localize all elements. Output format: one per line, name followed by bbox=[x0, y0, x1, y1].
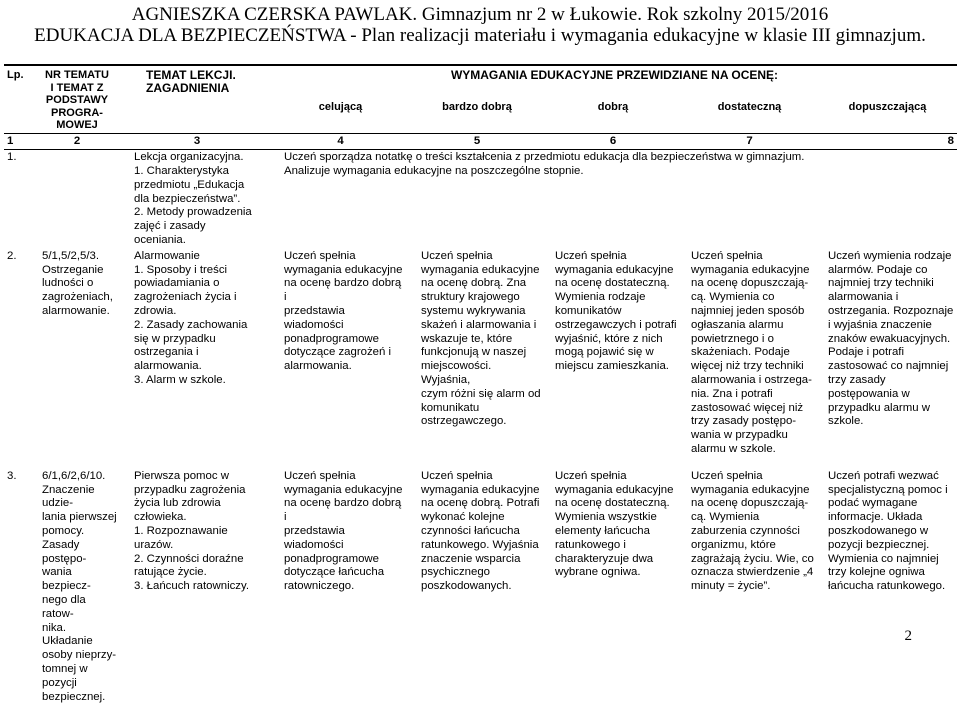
requirement-dobra: Uczeń spełnia wymagania edukacyjne na ocenę dostateczną. Wymienia wszystkie elementy łańcucha ratunkowego i charakteryzuje dwa wybrane ogniwa. bbox=[555, 469, 674, 579]
table-row bbox=[4, 458, 957, 705]
column-number: 8 bbox=[818, 133, 957, 150]
grade-celujaca: celującą bbox=[318, 101, 363, 113]
document-header bbox=[0, 0, 960, 46]
requirement-celujaca: Uczeń spełnia wymagania edukacyjne na ocenę bardzo dobrą i przedstawia wiadomości ponadprogramowe dotyczące łańcucha ratowniczego. bbox=[284, 469, 403, 593]
requirement-dopuszczajaca: Uczeń wymienia rodzaje alarmów. Podaje co najmniej trzy techniki alarmowania i ostrzegania. Rozpoznaje i wyjaśnia znaczenie znaków ewakuacyjnych. Podaje i potrafi zastosować co najmniej trzy zasady postępowania w przypadku alarmu w szkole. bbox=[828, 249, 954, 428]
row-lesson: Pierwsza pomoc w przypadku zagrożenia życia lub zdrowia człowieka. 1. Rozpoznawanie urazów. 2. Czynności doraźne ratujące życie. 3. Łańcuch ratowniczy. bbox=[134, 469, 250, 593]
header-requirements: WYMAGANIA EDUKACYJNE PRZEWIDZIANE NA OCENĘ: bbox=[450, 68, 779, 82]
column-number: 3 bbox=[122, 133, 272, 150]
requirement-bardzo-dobra: Uczeń spełnia wymagania edukacyjne na ocenę dobrą. Zna struktury krajowego systemu wykrywania skażeń i alarmowania i wskazuje te, które funkcjonują w naszej miejscowości. Wyjaśnia, czym różni się alarm od komunikatu ostrzegawczego. bbox=[421, 249, 541, 428]
header-lesson: TEMAT LEKCJI. ZAGADNIENIA bbox=[146, 68, 236, 95]
row-topic bbox=[32, 150, 122, 249]
requirement-bardzo-dobra: Uczeń spełnia wymagania edukacyjne na ocenę dobrą. Potrafi wykonać kolejne czynności łańcucha ratunkowego. Wyjaśnia znaczenie wsparcia psychicznego poszkodowanych. bbox=[421, 469, 540, 593]
requirement-dostateczna: Uczeń spełnia wymagania edukacyjne na ocenę dopuszczają- cą. Wymienia zaburzenia czynności organizmu, które zagrażają życiu. Wie, co oznacza stwierdzenie „4 minuty = życie”. bbox=[691, 469, 814, 593]
header-line-1: AGNIESZKA CZERSKA PAWLAK. Gimnazjum nr 2 w Łukowie. Rok szkolny 2015/2016 bbox=[131, 4, 829, 25]
page-number: 2 bbox=[904, 628, 912, 644]
table-row bbox=[4, 150, 957, 249]
row-lp: 3. bbox=[7, 469, 17, 482]
column-number: 1 bbox=[4, 133, 32, 150]
row-lesson: Lekcja organizacyjna. 1. Charakterystyka przedmiotu „Edukacja dla bezpieczeństwa”. 2. Metody prowadzenia zajęć i zasady oceniania. bbox=[134, 151, 252, 247]
header-row bbox=[4, 65, 957, 100]
column-number: 6 bbox=[545, 133, 681, 150]
column-numbers-row bbox=[4, 133, 957, 150]
row-merged-requirements: Uczeń sporządza notatkę o treści kształcenia z przedmiotu edukacja dla bezpieczeństwa w gimnazjum. Analizuje wymagania edukacyjne na poszczególne stopnie. bbox=[284, 151, 805, 178]
grade-dobra: dobrą bbox=[597, 101, 629, 113]
requirement-dostateczna: Uczeń spełnia wymagania edukacyjne na ocenę dopuszczają- cą. Wymienia co najmniej jeden sposób ogłaszania alarmu powietrznego i o skażeniach. Podaje więcej niż trzy techniki alarmowania i ostrzega- nia. Zna i potrafi zastosować więcej niż trzy zasady postępo- wania w przypadku alarmu w szkole. bbox=[691, 249, 812, 456]
grade-dostateczna: dostateczną bbox=[717, 101, 782, 113]
row-lp: 1. bbox=[7, 151, 17, 164]
row-lp: 2. bbox=[7, 249, 17, 262]
grade-bardzo-dobra: bardzo dobrą bbox=[442, 101, 512, 113]
header-line-2: EDUKACJA DLA BEZPIECZEŃSTWA - Plan realizacji materiału i wymagania edukacyjne w klasie III gimnazjum. bbox=[34, 25, 926, 46]
row-lesson: Alarmowanie 1. Sposoby i treści powiadamiania o zagrożeniach życia i zdrowia. 2. Zasady zachowania się w przypadku ostrzegania i alarmowania. 3. Alarm w szkole. bbox=[134, 249, 248, 387]
requirements-table bbox=[4, 64, 957, 705]
column-number: 4 bbox=[272, 133, 409, 150]
requirement-dobra: Uczeń spełnia wymagania edukacyjne na ocenę dostateczną. Wymienia rodzaje komunikatów ostrzegawczych i potrafi wyjaśnić, które z nich mogą pojawić się w miejscu zamieszkania. bbox=[555, 249, 677, 373]
grade-dopuszczajaca: dopuszczającą bbox=[848, 101, 927, 113]
header-topic: NR TEMATU I TEMAT Z PODSTAWY PROGRA- MOWEJ bbox=[45, 69, 109, 131]
row-topic: 6/1,6/2,6/10. Znaczenie udzie- lania pierwszej pomocy. Zasady postępo- wania bezpiecz- nego dla ratow- nika. Układanie osoby nieprzy- tomnej w pozycji bezpiecznej. bbox=[42, 469, 117, 703]
requirement-dopuszczajaca: Uczeń potrafi wezwać specjalistyczną pomoc i podać wymagane informacje. Układa poszkodowanego w pozycji bezpiecznej. Wymienia co najmniej trzy kolejne ogniwa łańcucha ratunkowego. bbox=[828, 469, 948, 593]
column-number: 2 bbox=[32, 133, 122, 150]
column-number: 5 bbox=[409, 133, 545, 150]
table-row bbox=[4, 249, 957, 458]
row-topic: 5/1,5/2,5/3. Ostrzeganie ludności o zagrożeniach, alarmowanie. bbox=[42, 249, 113, 318]
requirement-celujaca: Uczeń spełnia wymagania edukacyjne na ocenę bardzo dobrą i przedstawia wiadomości ponadprogramowe dotyczące zagrożeń i alarmowania. bbox=[284, 249, 403, 373]
column-number: 7 bbox=[681, 133, 818, 150]
header-lp: Lp. bbox=[7, 69, 24, 81]
